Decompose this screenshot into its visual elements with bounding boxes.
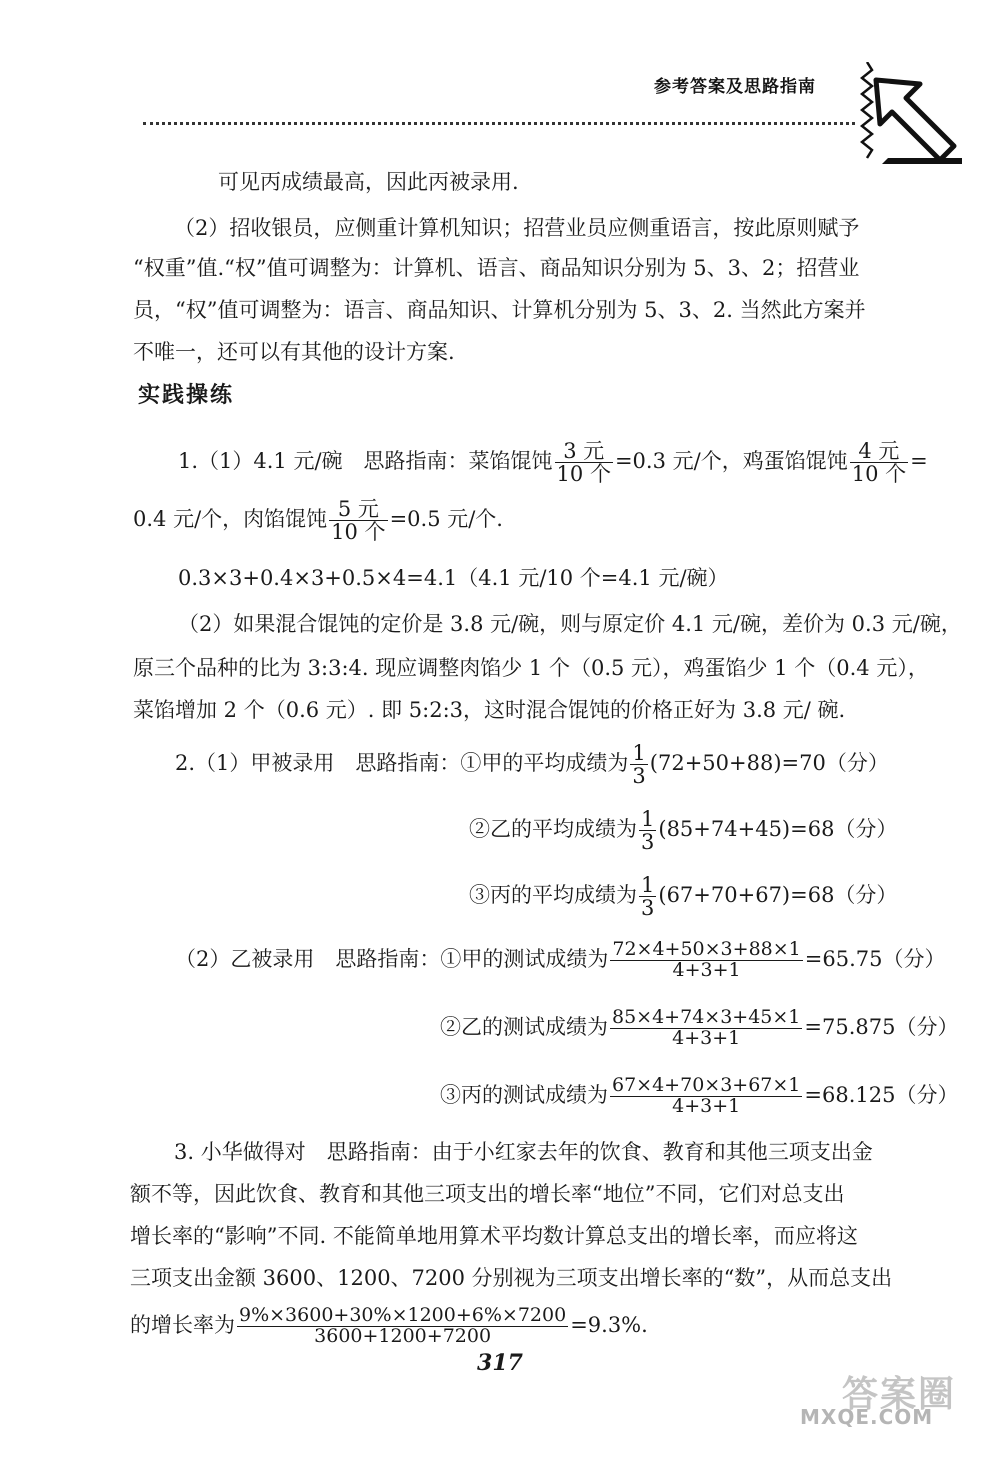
q1-line-6: 菜馅增加 2 个（0.6 元）. 即 5:2:3，这时混合馄饨的价格正好为 3.8 元/ 碗.	[133, 698, 846, 722]
q2-weighted-1	[175, 940, 945, 981]
text: ②乙的平均成绩为	[469, 817, 637, 842]
text: 的增长率为	[130, 1312, 235, 1337]
paragraph-line: “权重”值.“权”值可调整为：计算机、语言、商品知识分别为 5、3、2；招营业	[133, 256, 860, 280]
text: (67+70+67)=68（分）	[658, 883, 898, 908]
denominator: 3600+1200+7200	[314, 1324, 492, 1347]
numerator: 9%×3600+30%×1200+6%×7200	[239, 1304, 567, 1326]
q2-avg-2	[469, 808, 897, 853]
denominator: 3	[641, 896, 655, 921]
header-title: 参考答案及思路指南	[654, 77, 816, 97]
text: (85+74+45)=68（分）	[658, 817, 898, 842]
q3-line-4: 三项支出金额 3600、1200、7200 分别视为三项支出增长率的“数”，从而总支出	[130, 1266, 893, 1290]
text: （2）乙被录用 思路指南：①甲的测试成绩为	[175, 946, 609, 971]
text: =0.5 元/个.	[389, 507, 503, 532]
text: =75.875（分）	[804, 1014, 959, 1039]
numerator: 5 元	[329, 498, 387, 521]
fraction	[850, 440, 908, 485]
fraction	[610, 940, 802, 981]
q1-line-5: 原三个品种的比为 3:3:4. 现应调整肉馅少 1 个（0.5 元），鸡蛋馅少 1 个（0.4 元），	[133, 656, 929, 680]
text: 0.4 元/个，肉馅馄饨	[133, 507, 328, 532]
text: 2.（1）甲被录用 思路指南：①甲的平均成绩为	[175, 751, 629, 776]
q2-weighted-2	[440, 1008, 958, 1049]
denominator: 3	[632, 764, 646, 789]
header-dotted-rule	[143, 112, 855, 125]
denominator: 10 个	[556, 462, 611, 487]
denominator: 4+3+1	[672, 1094, 741, 1117]
text: (72+50+88)=70（分）	[649, 751, 889, 776]
q3-line-3: 增长率的“影响”不同. 不能简单地用算术平均数计算总支出的增长率，而应将这	[130, 1224, 858, 1248]
arrow-icon	[872, 76, 962, 166]
q1-line-4: （2）如果混合馄饨的定价是 3.8 元/碗，则与原定价 4.1 元/碗，差价为 0.3 元/碗，	[178, 612, 962, 636]
q2-avg-1	[175, 742, 889, 787]
fraction	[610, 1076, 802, 1117]
q1-line-2	[133, 498, 503, 543]
numerator: 3 元	[555, 440, 613, 463]
numerator: 67×4+70×3+67×1	[612, 1074, 801, 1096]
paragraph-line: 可见丙成绩最高，因此丙被录用.	[218, 170, 519, 194]
numerator: 1	[641, 873, 655, 897]
q1-line-1	[178, 440, 928, 485]
text: =	[910, 449, 928, 474]
text: 1.（1）4.1 元/碗 思路指南：菜馅馄饨	[178, 449, 553, 474]
fraction-one-third	[630, 742, 647, 787]
q1-line-3: 0.3×3+0.4×3+0.5×4=4.1（4.1 元/10 个=4.1 元/碗）	[178, 566, 729, 590]
q2-weighted-3	[440, 1076, 958, 1117]
section-heading: 实践操练	[138, 383, 235, 408]
fraction	[610, 1008, 802, 1049]
paragraph-line: 员，“权”值可调整为：语言、商品知识、计算机分别为 5、3、2. 当然此方案并	[133, 298, 866, 322]
numerator: 4 元	[850, 440, 908, 463]
numerator: 72×4+50×3+88×1	[612, 938, 801, 960]
denominator: 4+3+1	[672, 1026, 741, 1049]
fraction	[329, 498, 387, 543]
watermark-logo: 答案圈	[842, 1374, 957, 1415]
q3-line-1: 3. 小华做得对 思路指南：由于小红家去年的饮食、教育和其他三项支出金	[174, 1140, 873, 1164]
numerator: 1	[632, 741, 646, 765]
denominator: 3	[641, 830, 655, 855]
numerator: 85×4+74×3+45×1	[612, 1006, 801, 1028]
text: =65.75（分）	[804, 946, 946, 971]
denominator: 10 个	[331, 520, 386, 545]
text: =68.125（分）	[804, 1082, 959, 1107]
numerator: 1	[641, 807, 655, 831]
watermark-url: MXQE.COM	[800, 1405, 934, 1429]
text: ②乙的测试成绩为	[440, 1014, 608, 1039]
paragraph-line: （2）招收银员，应侧重计算机知识；招营业员应侧重语言，按此原则赋予	[174, 216, 860, 240]
text: ③丙的测试成绩为	[440, 1082, 608, 1107]
fraction	[237, 1306, 568, 1347]
text: ③丙的平均成绩为	[469, 883, 637, 908]
q3-line-2: 额不等，因此饮食、教育和其他三项支出的增长率“地位”不同，它们对总支出	[130, 1182, 845, 1206]
q2-avg-3	[469, 874, 897, 919]
denominator: 10 个	[851, 462, 907, 487]
q3-line-5	[130, 1306, 648, 1347]
page-number: 317	[477, 1350, 523, 1376]
fraction-one-third	[639, 808, 656, 853]
paragraph-line: 不唯一，还可以有其他的设计方案.	[133, 340, 455, 364]
text: =9.3%.	[570, 1312, 648, 1337]
fraction	[555, 440, 613, 485]
text: =0.3 元/个，鸡蛋馅馄饨	[614, 449, 848, 474]
fraction-one-third	[639, 874, 656, 919]
denominator: 4+3+1	[672, 958, 741, 981]
